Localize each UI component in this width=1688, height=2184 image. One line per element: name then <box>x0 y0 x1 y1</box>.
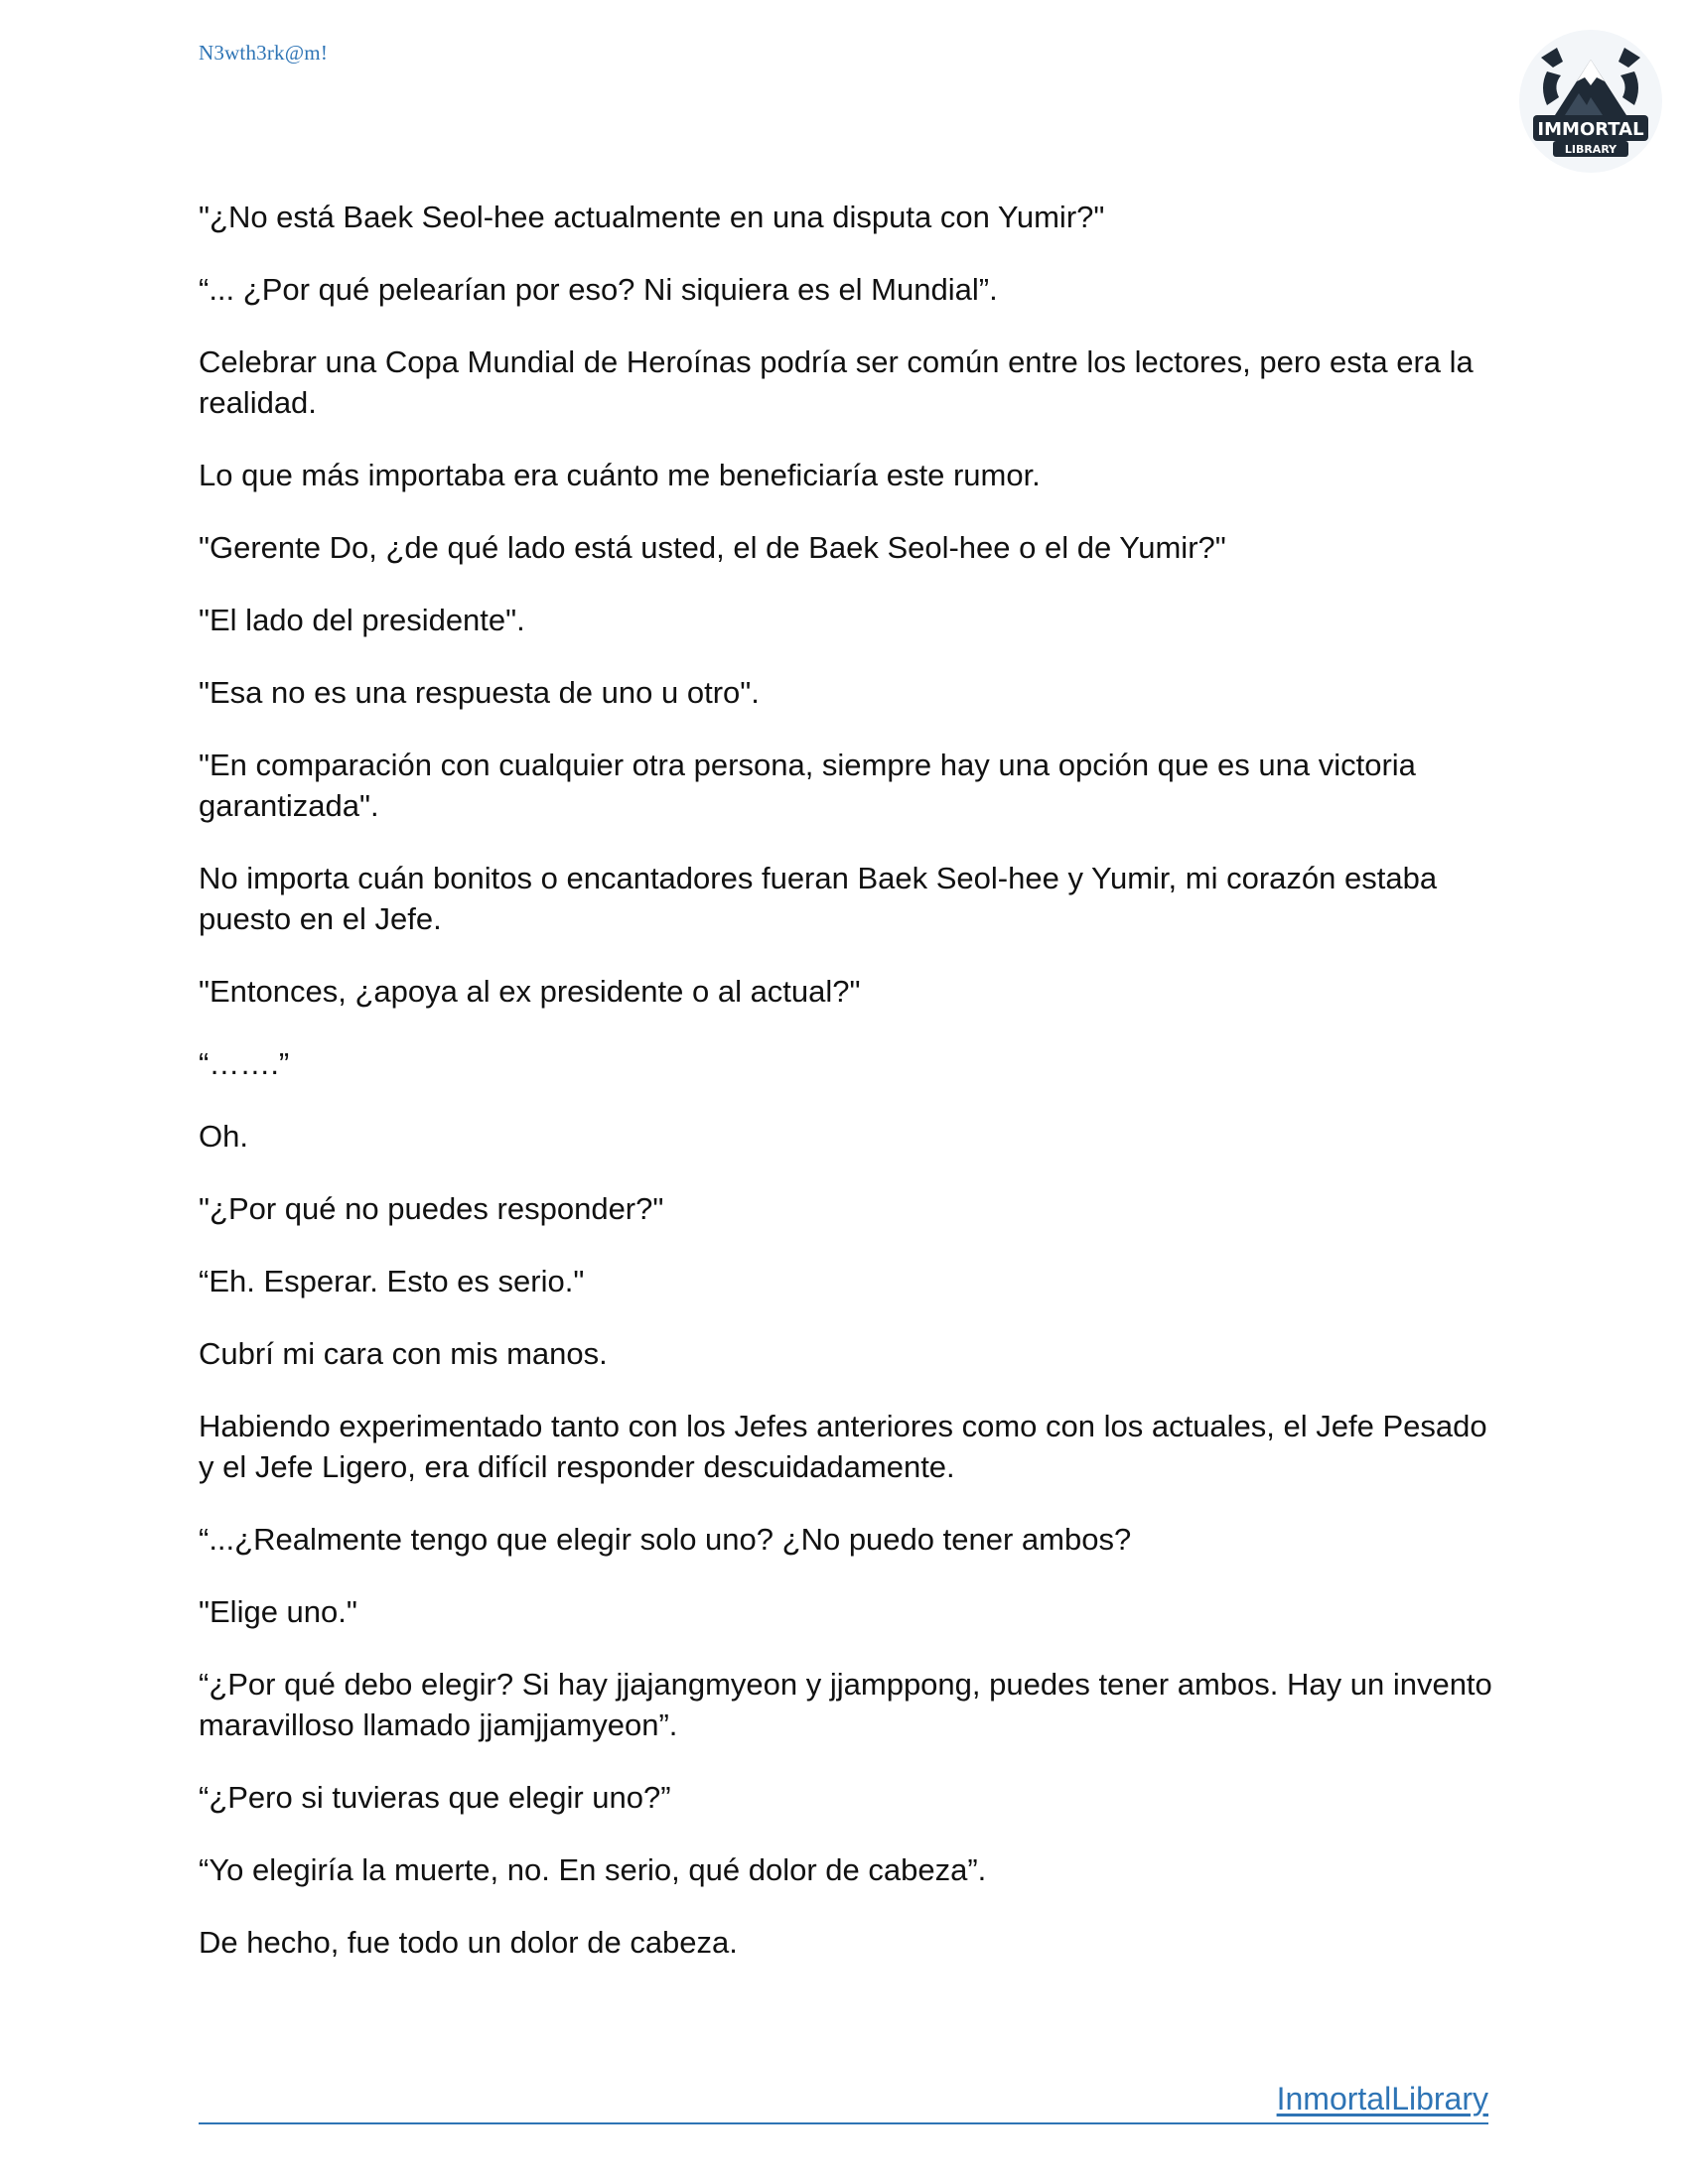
paragraph: De hecho, fue todo un dolor de cabeza. <box>199 1925 738 1960</box>
logo-text-top: IMMORTAL <box>1537 119 1644 140</box>
document-body <box>199 197 1509 1994</box>
paragraph: "El lado del presidente". <box>199 603 525 637</box>
paragraph: Habiendo experimentado tanto con los Jefes anteriores como con los actuales, el Jefe Pesado y el Jefe Ligero, era difícil responder descuidadamente. <box>199 1409 1487 1484</box>
logo-text-bottom: LIBRARY <box>1564 143 1618 156</box>
paragraph: "¿No está Baek Seol-hee actualmente en una disputa con Yumir?" <box>199 200 1105 234</box>
paragraph: “... ¿Por qué pelearían por eso? Ni siquiera es el Mundial”. <box>199 272 998 307</box>
paragraph: “Yo elegiría la muerte, no. En serio, qué dolor de cabeza”. <box>199 1852 987 1887</box>
paragraph: “¿Pero si tuvieras que elegir uno?” <box>199 1780 671 1815</box>
paragraph: No importa cuán bonitos o encantadores fueran Baek Seol-hee y Yumir, mi corazón estaba puesto en el Jefe. <box>199 861 1438 936</box>
paragraph: “Eh. Esperar. Esto es serio." <box>199 1264 585 1298</box>
paragraph: "Gerente Do, ¿de qué lado está usted, el de Baek Seol-hee o el de Yumir?" <box>199 530 1226 565</box>
paragraph: Celebrar una Copa Mundial de Heroínas podría ser común entre los lectores, pero esta era la realidad. <box>199 344 1474 420</box>
paragraph: "En comparación con cualquier otra persona, siempre hay una opción que es una victoria garantizada". <box>199 748 1416 823</box>
paragraph: “¿Por qué debo elegir? Si hay jjajangmyeon y jjamppong, puedes tener ambos. Hay un invento maravilloso llamado jjamjjamyeon”. <box>199 1667 1492 1742</box>
paragraph: "Elige uno." <box>199 1594 357 1629</box>
immortal-library-logo-icon <box>1517 28 1664 177</box>
paragraph: “…….” <box>199 1046 290 1081</box>
paragraph: "Entonces, ¿apoya al ex presidente o al actual?" <box>199 974 861 1009</box>
footer-rule <box>199 2077 1488 2124</box>
footer-link[interactable]: InmortalLibrary <box>1276 2081 1488 2116</box>
paragraph: Oh. <box>199 1119 248 1154</box>
paragraph: Lo que más importaba era cuánto me beneficiaría este rumor. <box>199 458 1041 492</box>
paragraph: "¿Por qué no puedes responder?" <box>199 1191 664 1226</box>
paragraph: “...¿Realmente tengo que elegir solo uno? ¿No puedo tener ambos? <box>199 1522 1132 1557</box>
header-watermark: N3wth3rk@m! <box>199 41 329 65</box>
paragraph: Cubrí mi cara con mis manos. <box>199 1336 608 1371</box>
paragraph: "Esa no es una respuesta de uno u otro". <box>199 675 760 710</box>
